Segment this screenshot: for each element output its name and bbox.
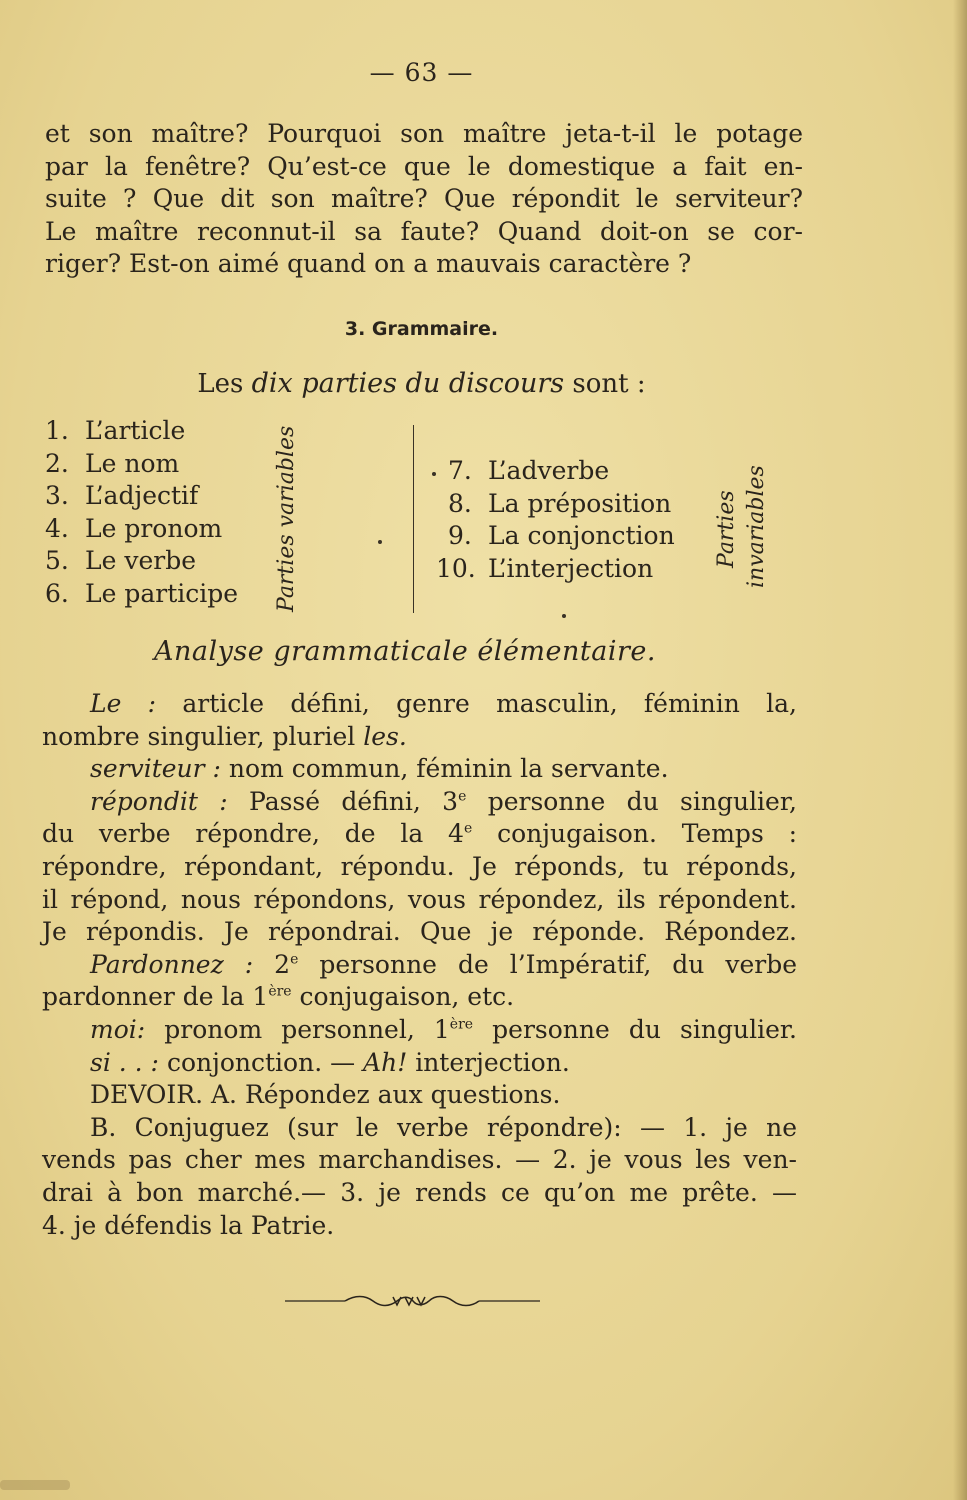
- analyse-line: répondre, répondant, répondu. Je réponds, tu réponds,: [42, 851, 797, 881]
- analyse-line: [42, 949, 797, 982]
- item-label: L’adverbe: [488, 456, 610, 485]
- discours-heading: [0, 368, 843, 399]
- item-label: Le nom: [85, 448, 180, 478]
- analyse-line: [42, 721, 797, 754]
- analyse-line: pardonner de la 1ère conjugaison, etc.: [42, 982, 515, 1012]
- end-ornament: [285, 1291, 540, 1311]
- intro-questions: [45, 118, 803, 281]
- term-pardonnez-text: 2e personne de l’Impératif, du verbe: [274, 949, 797, 979]
- list-item: [45, 480, 238, 513]
- devoir-b-line: vends pas cher mes marchandises. — 2. je vous les ven-: [42, 1145, 797, 1175]
- item-label: La préposition: [488, 488, 672, 518]
- item-number: 7.: [448, 456, 472, 485]
- intro-line: par la fenêtre? Qu’est-ce que le domestique a fait en-: [45, 151, 803, 181]
- term-ah: Ah!: [363, 1047, 408, 1077]
- item-label: L’interjection: [488, 553, 654, 583]
- analyse-line: il répond, nous répondons, vous répondez, ils répondent.: [42, 884, 797, 914]
- term-le-text: article défini, genre masculin, féminin la,: [182, 689, 797, 718]
- item-number: 8.: [448, 488, 472, 518]
- item-number: 4.: [45, 513, 69, 543]
- item-label: La conjonction: [488, 521, 675, 551]
- intro-line: suite ? Que dit son maître? Que répondit le serviteur?: [45, 184, 803, 214]
- term-moi-text: pronom personnel, 1ère personne du singulier.: [164, 1014, 798, 1044]
- list-item: [436, 520, 675, 553]
- analyse-line: [42, 1014, 797, 1047]
- analyse-line: [42, 1047, 797, 1080]
- list-item: [45, 578, 238, 611]
- item-number: 2.: [45, 448, 69, 478]
- analyse-title: Analyse grammaticale élémentaire.: [154, 636, 656, 667]
- invariable-parts-list: [436, 455, 675, 585]
- page-number: — 63 —: [369, 58, 474, 87]
- list-item: [45, 513, 238, 546]
- devoir-b-line: 4. je défendis la Patrie.: [42, 1210, 335, 1240]
- item-number: 10.: [436, 553, 476, 583]
- page-stain: [0, 1480, 70, 1490]
- list-item: [436, 553, 675, 586]
- variable-parts-label: Parties variables: [274, 425, 299, 612]
- discours-suffix: sont :: [572, 369, 646, 399]
- page-edge-shadow: [953, 0, 967, 1500]
- discours-italic: dix parties du discours: [251, 368, 565, 399]
- item-number: 1.: [45, 416, 69, 445]
- section-title: 3. Grammaire.: [344, 318, 499, 340]
- print-speck: [378, 540, 382, 544]
- analyse-line: [42, 688, 797, 721]
- intro-line: et son maître? Pourquoi son maître jeta-t-il le potage: [45, 119, 803, 148]
- term-le: Le :: [90, 689, 157, 718]
- term-si: si . . :: [90, 1047, 159, 1077]
- term-repondit-text: Passé défini, 3e personne du singulier,: [249, 786, 798, 816]
- intro-line: riger? Est-on aimé quand on a mauvais caractère ?: [45, 249, 692, 279]
- term-pardonnez: Pardonnez :: [90, 949, 254, 979]
- intro-line: Le maître reconnut-il sa faute? Quand doit-on se cor-: [45, 216, 803, 246]
- list-item: [436, 488, 675, 521]
- term-serviteur-text: nom commun, féminin la servante.: [228, 754, 669, 784]
- term-le-text2: nombre singulier, pluriel: [42, 721, 356, 751]
- devoir-b-line: B. Conjuguez (sur le verbe répondre): — 1. je ne: [90, 1112, 797, 1142]
- analyse-body: [42, 688, 797, 1242]
- term-serviteur: serviteur :: [90, 754, 221, 784]
- list-item: [45, 448, 238, 481]
- list-item: [436, 455, 675, 488]
- item-number: 5.: [45, 546, 69, 576]
- item-label: L’adjectif: [85, 481, 199, 511]
- column-divider: [413, 425, 414, 613]
- item-number: 3.: [45, 481, 69, 511]
- item-label: L’article: [85, 416, 186, 445]
- analyse-line: du verbe répondre, de la 4e conjugaison. Temps :: [42, 819, 797, 849]
- variable-parts-list: [45, 415, 238, 611]
- analyse-line: Je répondis. Je répondrai. Que je réponde. Répondez.: [42, 917, 797, 947]
- item-label: Le participe: [85, 578, 239, 608]
- invariable-parts-label-1: Parties: [714, 490, 739, 568]
- analyse-line: [42, 753, 797, 786]
- term-ah-text: interjection.: [415, 1047, 570, 1077]
- item-label: Le pronom: [85, 513, 223, 543]
- item-label: Le verbe: [85, 546, 197, 576]
- item-number: 9.: [448, 521, 472, 551]
- list-item: [45, 545, 238, 578]
- invariable-parts-label-2: invariables: [744, 465, 769, 588]
- term-si-text: conjonction. —: [166, 1047, 356, 1077]
- analyse-line: [42, 786, 797, 819]
- list-item: [45, 415, 238, 448]
- term-repondit: répondit :: [90, 786, 228, 816]
- term-moi: moi:: [90, 1014, 146, 1044]
- print-speck: [562, 614, 566, 618]
- item-number: 6.: [45, 578, 69, 608]
- term-le-plural: les.: [363, 721, 407, 751]
- devoir-a: DEVOIR. A. Répondez aux questions.: [90, 1080, 561, 1110]
- devoir-b-line: drai à bon marché.— 3. je rends ce qu’on me prête. —: [42, 1177, 797, 1207]
- discours-prefix: Les: [197, 369, 244, 399]
